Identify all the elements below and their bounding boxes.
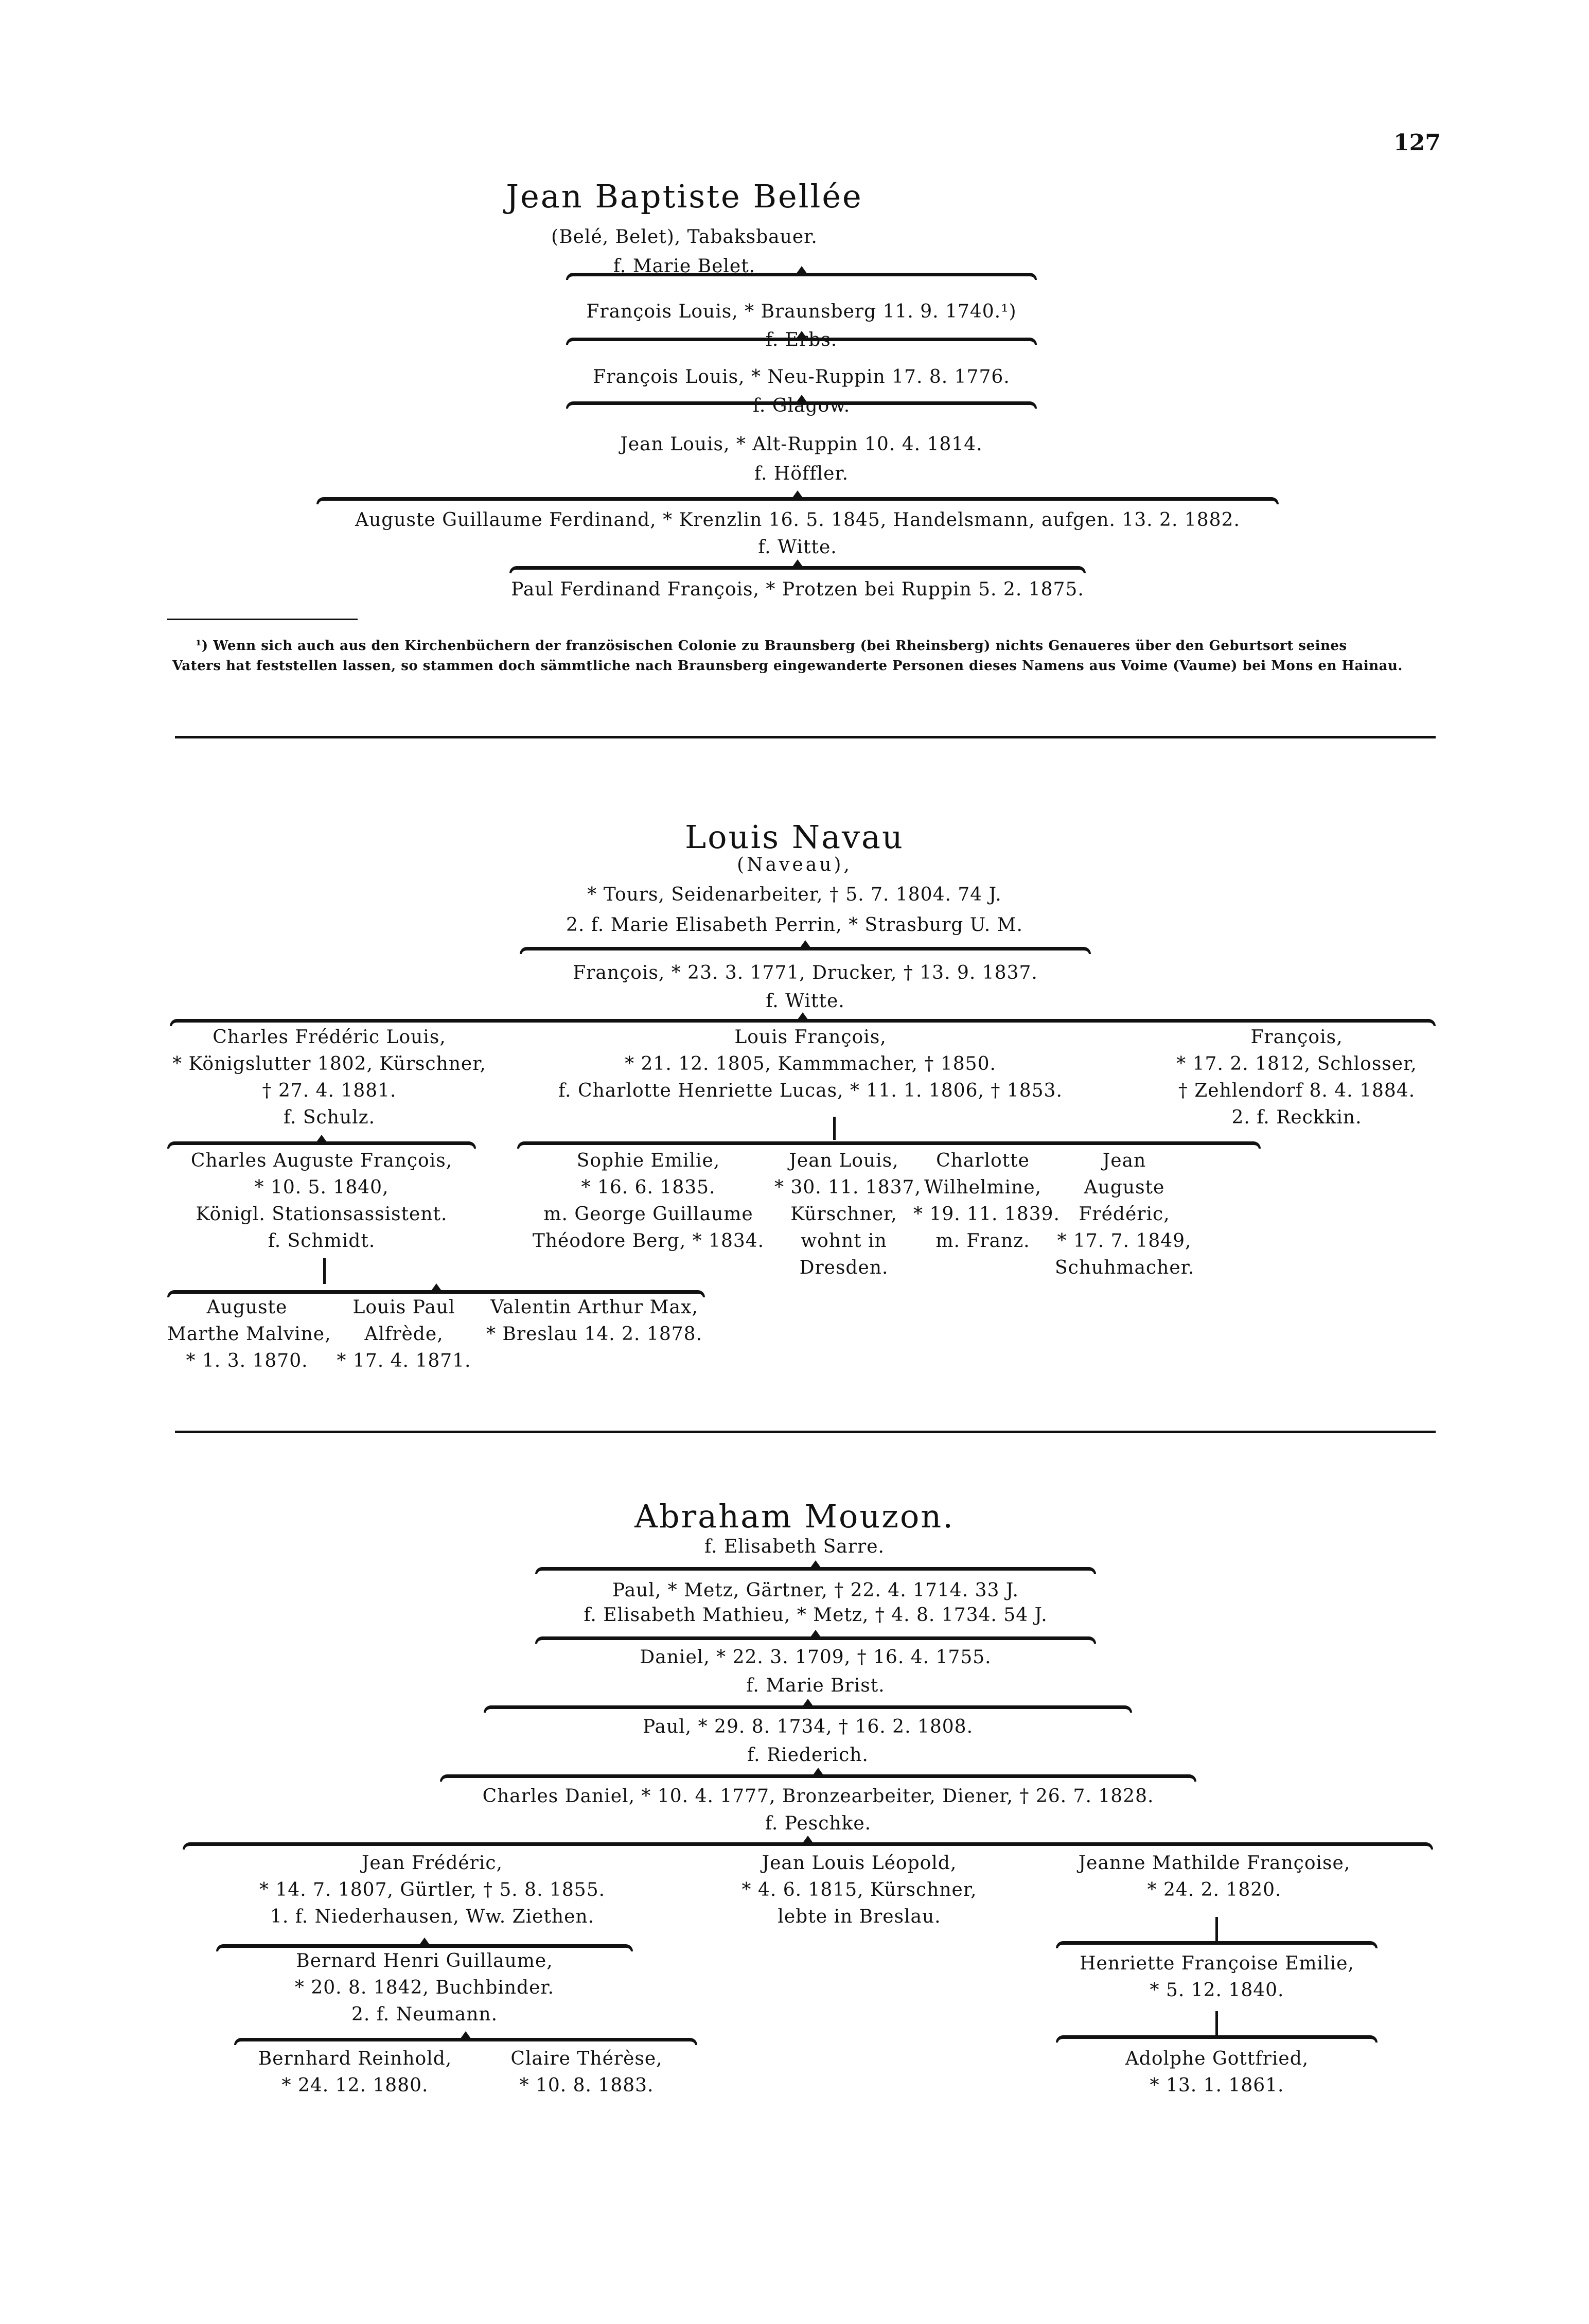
section-divider — [175, 736, 1436, 738]
great-grandchild-louis-paul-alfrede: Louis Paul Alfrède, * 17. 4. 1871. — [337, 1297, 471, 1371]
great-grandchild-valentin-arthur-max: Valentin Arthur Max, * Breslau 14. 2. 1878. — [486, 1297, 703, 1345]
generation-spouse: f. Glagow. — [752, 395, 851, 416]
generation-line: François, * 23. 3. 1771, Drucker, † 13. 9. 1837. — [573, 962, 1038, 983]
page-number: 127 — [1393, 130, 1441, 156]
child-louis-francois: Louis François, * 21. 12. 1805, Kammmacher, † 1850. f. Charlotte Henriette Lucas, * 11. 1. 1806, † 1853. — [558, 1027, 1063, 1101]
descent-line — [1215, 1917, 1218, 1943]
family-subtitle: (Naveau), — [737, 854, 852, 875]
great-grandchild-claire-therese: Claire Thérèse, * 10. 8. 1883. — [510, 2048, 663, 2096]
family-spouse: f. Marie Belet. — [613, 256, 756, 277]
footnote-line: ¹) Wenn sich auch aus den Kirchenbüchern der französischen Colonie zu Braunsberg (bei Rheinsberg) nichts Genaueres über den Geburtsort seines — [196, 638, 1347, 654]
generation-line: Paul, * Metz, Gärtner, † 22. 4. 1714. 33 J. — [612, 1580, 1019, 1601]
generation-spouse: f. Erbs. — [765, 329, 838, 350]
generation-spouse: f. Witte. — [766, 991, 845, 1012]
descent-brace — [183, 1842, 1433, 1850]
generation-line: Paul, * 29. 8. 1734, † 16. 2. 1808. — [642, 1716, 974, 1737]
grandchild-jean-auguste-frederic: Jean Auguste Frédéric, * 17. 7. 1849, Schuhmacher. — [1055, 1150, 1195, 1278]
family-spouse: 2. f. Marie Elisabeth Perrin, * Strasburg U. M. — [566, 914, 1023, 936]
generation-line: Paul Ferdinand François, * Protzen bei Ruppin 5. 2. 1875. — [511, 579, 1084, 600]
generation-spouse: f. Höffler. — [754, 463, 849, 484]
child-jean-frederic: Jean Frédéric, * 14. 7. 1807, Gürtler, † 5. 8. 1855. 1. f. Niederhausen, Ww. Ziethen. — [259, 1853, 606, 1927]
descent-brace — [566, 401, 1037, 409]
child-jeanne-mathilde-francoise: Jeanne Mathilde Françoise, * 24. 2. 1820. — [1078, 1853, 1351, 1900]
generation-line: François Louis, * Braunsberg 11. 9. 1740.¹) — [586, 301, 1017, 322]
family-title: Abraham Mouzon. — [634, 1498, 955, 1535]
generation-spouse: f. Peschke. — [765, 1813, 872, 1834]
generation-line: Charles Daniel, * 10. 4. 1777, Bronzearbeiter, Diener, † 26. 7. 1828. — [482, 1786, 1154, 1807]
generation-spouse: f. Witte. — [758, 537, 837, 558]
descent-brace — [566, 338, 1037, 345]
grandchild-charles-auguste-francois: Charles Auguste François, * 10. 5. 1840, Königl. Stationsassistent. f. Schmidt. — [190, 1150, 453, 1252]
great-grandchild-auguste-marthe-malvine: Auguste Marthe Malvine, * 1. 3. 1870. — [167, 1297, 331, 1371]
descent-brace — [484, 1705, 1132, 1713]
granddaughter-henriette-francoise-emilie: Henriette Françoise Emilie, * 5. 12. 1840. — [1080, 1953, 1354, 2001]
descent-brace — [520, 947, 1091, 954]
footnote-line: Vaters hat feststellen lassen, so stammen doch sämmtliche nach Braunsberg eingewanderte Personen dieses Namens aus Voime (Vaume) bei Mons en Hainau. — [172, 658, 1403, 674]
descent-brace — [234, 2038, 697, 2045]
grandchild-charlotte-wilhelmine: Charlotte Wilhelmine, * 19. 11. 1839. m. Franz. — [913, 1150, 1060, 1252]
grandson-bernard-henri-guillaume: Bernard Henri Guillaume, * 20. 8. 1842, Buchbinder. 2. f. Neumann. — [294, 1950, 555, 2025]
descent-line — [323, 1258, 326, 1284]
child-jean-louis-leopold: Jean Louis Léopold, * 4. 6. 1815, Kürschner, lebte in Breslau. — [741, 1853, 977, 1927]
descent-brace — [1056, 1941, 1378, 1948]
descent-brace — [535, 1636, 1096, 1644]
descent-brace — [566, 273, 1037, 280]
descent-line — [1215, 2011, 1218, 2037]
grandchild-jean-louis: Jean Louis, * 30. 11. 1837, Kürschner, wohnt in Dresden. — [774, 1150, 921, 1278]
family-title: Louis Navau — [685, 818, 904, 856]
descent-brace — [1056, 2035, 1378, 2043]
descent-brace — [440, 1774, 1196, 1782]
grandchild-sophie-emilie: Sophie Emilie, * 16. 6. 1835. m. George Guillaume Théodore Berg, * 1834. — [532, 1150, 765, 1252]
generation-spouse: f. Riederich. — [747, 1745, 869, 1766]
generation-line: Daniel, * 22. 3. 1709, † 16. 4. 1755. — [640, 1647, 992, 1668]
child-francois: François, * 17. 2. 1812, Schlosser, † Zehlendorf 8. 4. 1884. 2. f. Reckkin. — [1176, 1027, 1417, 1128]
great-grandchild-bernhard-reinhold: Bernhard Reinhold, * 24. 12. 1880. — [258, 2048, 452, 2096]
footnote-rule — [167, 619, 358, 620]
family-spouse: f. Elisabeth Sarre. — [704, 1536, 885, 1557]
descent-brace — [316, 497, 1279, 504]
generation-line: Auguste Guillaume Ferdinand, * Krenzlin 16. 5. 1845, Handelsmann, aufgen. 13. 2. 1882. — [355, 509, 1240, 531]
section-divider — [175, 1431, 1436, 1433]
descent-brace — [535, 1567, 1096, 1574]
descent-line — [833, 1117, 836, 1140]
generation-spouse: f. Marie Brist. — [746, 1675, 885, 1696]
descent-brace — [509, 566, 1086, 573]
family-title: Jean Baptiste Bellée — [506, 178, 863, 215]
family-subtitle: (Belé, Belet), Tabaksbauer. — [551, 226, 818, 248]
family-detail: * Tours, Seidenarbeiter, † 5. 7. 1804. 74 J. — [587, 884, 1002, 905]
child-charles-frederic-louis: Charles Frédéric Louis, * Königslutter 1802, Kürschner, † 27. 4. 1881. f. Schulz. — [172, 1027, 486, 1128]
great-grandson-adolphe-gottfried: Adolphe Gottfried, * 13. 1. 1861. — [1125, 2048, 1309, 2096]
generation-spouse: f. Elisabeth Mathieu, * Metz, † 4. 8. 1734. 54 J. — [584, 1605, 1048, 1626]
generation-line: François Louis, * Neu-Ruppin 17. 8. 1776. — [593, 366, 1010, 388]
generation-line: Jean Louis, * Alt-Ruppin 10. 4. 1814. — [620, 434, 983, 455]
